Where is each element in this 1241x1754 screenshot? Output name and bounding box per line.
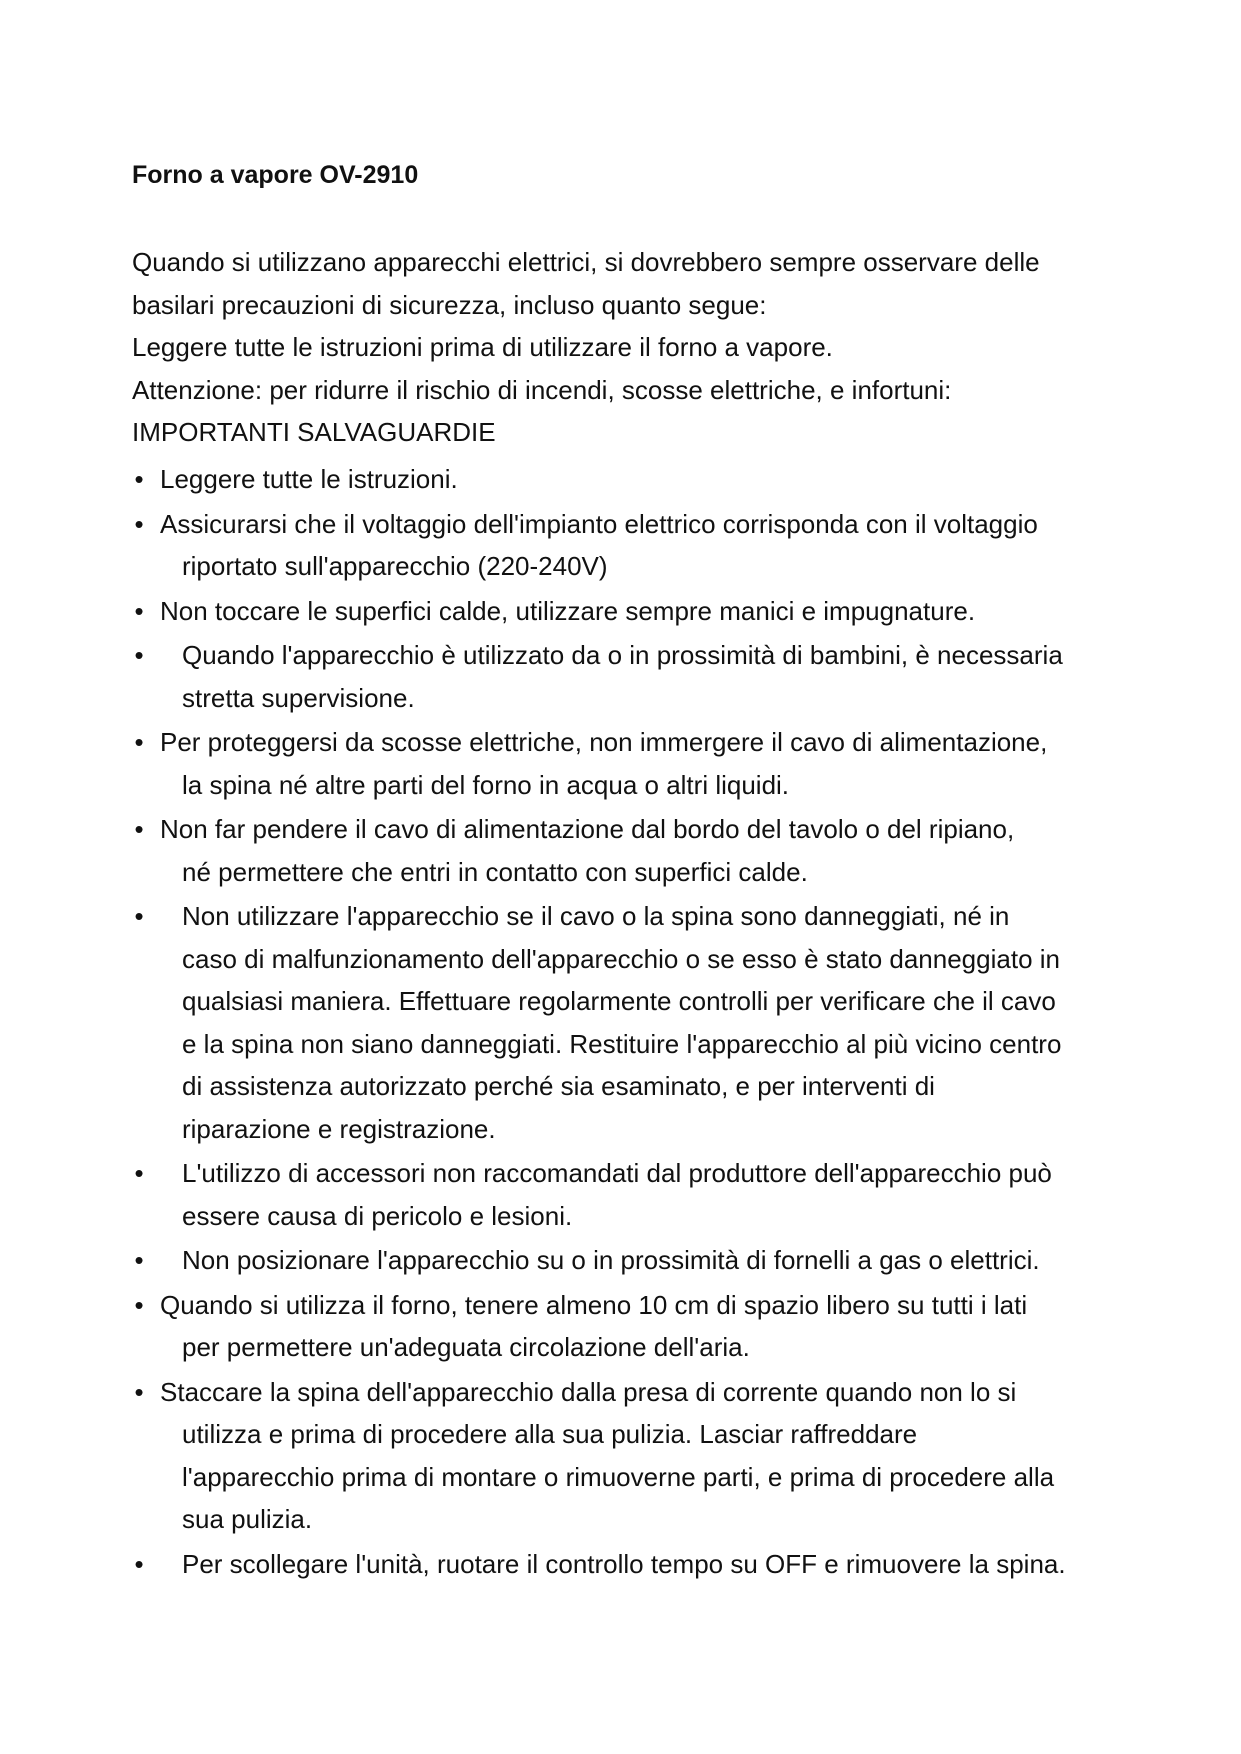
list-item-line: e la spina non siano danneggiati. Restituire l'apparecchio al più vicino centro [182,1028,1062,1059]
list-item-line: qualsiasi maniera. Effettuare regolarmente controlli per verificare che il cavo [182,986,1056,1016]
list-item-line: riportato sull'apparecchio (220-240V) [182,551,608,581]
list-item-line: Quando l'apparecchio è utilizzato da o in prossimità di bambini, è necessaria [182,640,1063,670]
list-item-text [132,1543,1142,1586]
list-item [132,1543,1142,1586]
list-item-line: Per proteggersi da scosse elettriche, non immergere il cavo di alimentazione, [160,727,1048,757]
bullet-icon: • [134,814,144,844]
bullet-icon: • [134,508,144,539]
intro-line: Leggere tutte le istruzioni prima di utilizzare il forno a vapore. [132,332,833,362]
list-item-line: Non posizionare l'apparecchio su o in prossimità di fornelli a gas o elettrici. [182,1245,1040,1275]
safeguards-list [132,458,1142,1587]
list-item [132,895,1142,1150]
list-item-text [132,458,1142,501]
list-item [132,808,1142,893]
list-item-line: Quando si utilizza il forno, tenere almeno 10 cm di spazio libero su tutti i lati [160,1289,1028,1320]
list-item-line: stretta supervisione. [182,682,415,713]
list-item-line: essere causa di pericolo e lesioni. [182,1200,573,1231]
list-item-text [132,634,1142,719]
list-item-text [132,1239,1142,1282]
list-item-line: L'utilizzo di accessori non raccomandati dal produttore dell'apparecchio può [182,1158,1052,1188]
list-item [132,1284,1142,1369]
list-item [132,590,1142,633]
bullet-icon: • [134,727,144,757]
list-item-line: l'apparecchio prima di montare o rimuoverne parti, e prima di procedere alla [182,1461,1055,1492]
list-item-line: caso di malfunzionamento dell'apparecchio o se esso è stato danneggiato in [182,943,1060,974]
list-item-text [132,1284,1142,1369]
bullet-icon: • [134,1548,144,1579]
list-item-line: né permettere che entri in contatto con superfici calde. [182,856,808,887]
list-item-line: Staccare la spina dell'apparecchio dalla presa di corrente quando non lo si [160,1376,1017,1407]
list-item-line: la spina né altre parti del forno in acqua o altri liquidi. [182,769,790,800]
list-item-line: sua pulizia. [182,1504,313,1534]
bullet-icon: • [134,464,144,494]
bullet-icon: • [134,1158,144,1188]
intro-line: basilari precauzioni di sicurezza, incluso quanto segue: [132,289,767,320]
list-item [132,1371,1142,1541]
list-item-line: per permettere un'adeguata circolazione dell'aria. [182,1332,750,1362]
list-item-line: Non far pendere il cavo di alimentazione dal bordo del tavolo o del ripiano, [160,814,1015,844]
list-item-line: Assicurarsi che il voltaggio dell'impianto elettrico corrisponda con il voltaggio [160,508,1038,539]
list-item-text [132,1152,1142,1237]
bullet-icon: • [134,1376,144,1407]
intro-line: Quando si utilizzano apparecchi elettrici, si dovrebbero sempre osservare delle [132,247,1040,277]
list-item-line: riparazione e registrazione. [182,1113,496,1144]
section-heading: IMPORTANTI SALVAGUARDIE [132,417,496,447]
list-item-text [132,1371,1142,1541]
intro-section [132,241,1132,454]
list-item-line: di assistenza autorizzato perché sia esaminato, e per interventi di [182,1071,935,1101]
list-item [132,1152,1142,1237]
list-item [132,634,1142,719]
bullet-icon: • [134,1289,144,1320]
list-item-text [132,808,1142,893]
list-item [132,721,1142,806]
list-item-line: utilizza e prima di procedere alla sua pulizia. Lasciar raffreddare [182,1419,918,1449]
bullet-icon: • [134,901,144,931]
list-item [132,458,1142,501]
list-item [132,503,1142,588]
list-item-text [132,895,1142,1150]
bullet-icon: • [134,1245,144,1275]
bullet-icon: • [134,640,144,670]
list-item-line: Leggere tutte le istruzioni. [160,464,458,494]
list-item-line: Per scollegare l'unità, ruotare il controllo tempo su OFF e rimuovere la spina. [182,1548,1066,1579]
list-item-line: Non toccare le superfici calde, utilizzare sempre manici e impugnature. [160,595,976,626]
list-item-text [132,590,1142,633]
bullet-icon: • [134,595,144,626]
document-title: Forno a vapore OV-2910 [132,161,419,189]
list-item-text [132,503,1142,588]
list-item-text [132,721,1142,806]
list-item [132,1239,1142,1282]
list-item-line: Non utilizzare l'apparecchio se il cavo o la spina sono danneggiati, né in [182,901,1010,931]
intro-line: Attenzione: per ridurre il rischio di incendi, scosse elettriche, e infortuni: [132,374,952,405]
